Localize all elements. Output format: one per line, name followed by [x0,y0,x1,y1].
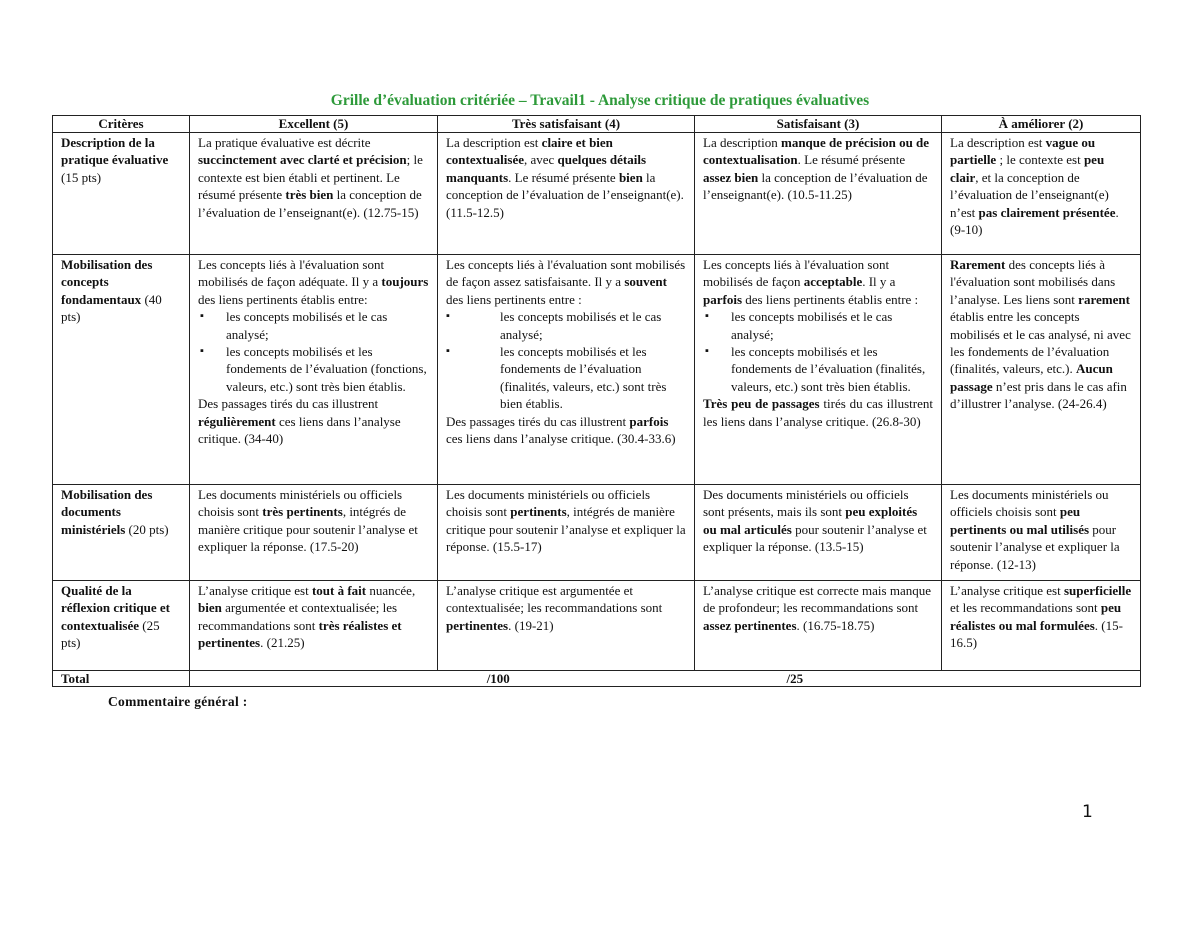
cell-intro [703,256,933,308]
text-run: Les documents ministériels ou officiels choisis sont [198,487,403,520]
bold-text-run: tout à fait [311,583,367,598]
text-run: . (15-16.5) [950,617,1123,651]
cell-tres-satisfaisant [438,581,695,671]
list-item: ▪ les concepts mobilisés et les fondements de l’évaluation (finalités, valeurs, etc.) sont très bien établis. [703,343,933,395]
criterion-label: Description de la pratique évaluative [61,135,169,168]
bold-text-run: Rarement [950,257,1006,272]
criterion-cell [53,485,190,581]
bold-text-run: acceptable [803,274,863,290]
cell-tres-satisfaisant [438,133,695,255]
table-row [53,255,1141,485]
total-row [53,671,1141,687]
bold-text-run: peu exploités ou mal articulés [703,504,918,537]
text-run: Les concepts liés à l'évaluation sont mobilisés de façon adéquate. Il y a [198,257,385,290]
text-run: La description [703,135,781,150]
cell-intro [446,256,686,308]
bullet-list [198,308,429,395]
bold-text-run: Très peu de passages [703,396,820,412]
criterion-label: Mobilisation des concepts fondamentaux [61,257,153,307]
text-run: L’analyse critique est argumentée et contextualisée; les recommandations sont [446,583,663,616]
total-label: Total [53,671,190,687]
bold-text-run: pertinents [510,504,567,520]
cell-satisfaisant [695,133,942,255]
bold-text-run: manque de précision ou de contextualisation [703,135,930,168]
text-run: La pratique évaluative est décrite [198,135,371,150]
cell-satisfaisant [695,581,942,671]
cell-intro [198,256,429,308]
bold-text-run: rarement [1078,291,1130,307]
text-run: . (9-10) [950,204,1119,238]
text-run: L’analyse critique est [950,583,1064,598]
list-item: ▪ les concepts mobilisés et le cas analysé; [703,308,933,343]
bold-text-run: très bien [285,187,334,203]
list-item: ▪ les concepts mobilisés et le cas analysé; [446,308,686,343]
text-run: des concepts liés à l'évaluation sont mobilisés dans l’analyse. Les liens sont [950,257,1116,307]
text-run: , et la conception de l’évaluation de l’enseignant(e) n’est [950,169,1109,220]
table-row [53,485,1141,581]
text-run: pour soutenir l’analyse et expliquer la réponse. (13.5-15) [703,521,927,555]
text-run: ces liens dans l’analyse critique. (30.4-33.6) [446,431,676,447]
criterion-points: (15 pts) [61,169,102,185]
bold-text-run: pas clairement présentée [978,204,1116,220]
criterion-cell [53,133,190,255]
total-score-25: /25 [695,671,1141,687]
bold-text-run: souvent [624,274,667,290]
criterion-label: Qualité de la réflexion critique et contextualisée [61,583,171,633]
text-run: . (16.75-18.75) [796,617,875,633]
bold-text-run: parfois [629,413,669,429]
bold-text-run: parfois [703,291,742,307]
text-run: tirés du cas illustrent les liens dans l’analyse critique. (26.8-30) [703,396,933,429]
bold-text-run: claire et bien contextualisée [446,135,613,168]
evaluation-grid [52,115,1141,687]
cell-excellent [190,133,438,255]
bold-text-run: très pertinents [262,504,343,520]
bold-text-run: peu réalistes ou mal formulées [950,600,1122,633]
text-run: nuancée, [366,583,416,598]
list-item: ▪ les concepts mobilisés et les fondements de l’évaluation (fonctions, valeurs, etc.) sont très bien établis. [198,343,429,395]
header-satisfaisant: Satisfaisant (3) [695,116,942,133]
bold-text-run: peu pertinents ou mal utilisés [950,504,1090,537]
text-run: n’est pris dans le cas afin d’illustrer l’analyse. (24-26.4) [950,378,1127,412]
text-run: . Il y a [862,274,896,290]
text-run: et les recommandations sont [950,600,1101,616]
cell-excellent [190,485,438,581]
cell-a-ameliorer [942,133,1141,255]
text-run: Des passages tirés du cas illustrent [446,413,630,429]
text-run: . (21.25) [260,635,305,651]
text-run: Les concepts liés à l'évaluation sont mobilisés de façon assez satisfaisante. Il y a [446,257,686,290]
list-item: ▪ les concepts mobilisés et les fondements de l’évaluation (finalités, valeurs, etc.) sont très bien établis. [446,343,686,413]
text-run: des liens pertinents entre : [446,291,582,307]
text-run: argumentée et contextualisée; les recommandations sont [198,600,398,633]
cell-excellent [190,255,438,485]
text-run: des liens pertinents établis entre: [198,291,368,307]
criterion-points: (25 pts) [61,617,160,651]
bold-text-run: bien [618,169,643,185]
criterion-label: Mobilisation des documents ministériels [61,487,153,537]
bold-text-run: Aucun passage [950,361,1113,394]
cell-a-ameliorer [942,581,1141,671]
cell-excellent [190,581,438,671]
cell-outro [703,395,933,430]
text-run: Les documents ministériels ou officiels choisis sont [446,487,651,520]
text-run: , intégrés de manière critique pour soutenir l’analyse et expliquer la réponse. (15.5-17) [446,504,686,555]
total-score-100: /100 [190,671,695,687]
text-run: pour soutenir l’analyse et expliquer la réponse. (12-13) [950,521,1120,572]
bold-text-run: peu clair [950,152,1105,185]
table-row [53,581,1141,671]
text-run: , avec [523,152,558,168]
bold-text-run: toujours [381,274,429,290]
criterion-cell [53,255,190,485]
bold-text-run: vague ou partielle [950,135,1096,168]
bold-text-run: régulièrement [198,413,276,429]
cell-satisfaisant [695,485,942,581]
bold-text-run: très réalistes et pertinentes [198,617,402,651]
text-run: . Le résumé présente [508,169,619,185]
header-a-ameliorer: À améliorer (2) [942,116,1141,133]
text-run: la conception de l’évaluation de l’enseignant(e). (10.5-11.25) [703,169,928,203]
bold-text-run: quelques détails manquants [446,152,647,185]
list-item: ▪ les concepts mobilisés et le cas analysé; [198,308,429,343]
header-tres-satisfaisant: Très satisfaisant (4) [438,116,695,133]
text-run: . Le résumé présente [797,152,906,168]
bold-text-run: succinctement avec clarté et précision [198,152,407,168]
header-excellent: Excellent (5) [190,116,438,133]
text-run: ces liens dans l’analyse critique. (34-40) [198,413,401,447]
text-run: La description est [446,135,542,150]
cell-a-ameliorer [942,485,1141,581]
text-run: Les concepts liés à l'évaluation sont mobilisés de façon [703,257,890,290]
header-criteres: Critères [53,116,190,133]
text-run: la conception de l’évaluation de l’enseignant(e). (11.5-12.5) [446,169,684,220]
text-run: , intégrés de manière critique pour soutenir l’analyse et expliquer la réponse. (17.5-20) [198,504,418,555]
text-run: Les documents ministériels ou officiels choisis sont [950,487,1109,520]
text-run: des liens pertinents établis entre : [742,291,919,307]
criterion-cell [53,581,190,671]
table-row [53,133,1141,255]
bold-text-run: superficielle [1063,583,1132,598]
criterion-points: (20 pts) [128,521,169,537]
page-title: Grille d’évaluation critériée – Travail1 - Analyse critique de pratiques évaluatives [330,92,870,109]
text-run: Des passages tirés du cas illustrent [198,396,379,412]
bullet-list [446,308,686,412]
bold-text-run: assez pertinentes [703,617,797,633]
bold-text-run: bien [198,600,222,616]
cell-outro [446,413,686,448]
text-run: La description est [950,135,1046,150]
text-run: L’analyse critique est correcte mais manque de profondeur; les recommandations sont [703,583,932,616]
cell-a-ameliorer [942,255,1141,485]
cell-tres-satisfaisant [438,255,695,485]
bullet-list [703,308,933,395]
text-run: la conception de l’évaluation de l’enseignant(e). (12.75-15) [198,187,422,220]
text-run: . (19-21) [508,617,554,633]
page-number: 1 [1082,802,1093,822]
text-run: ; le contexte est [996,152,1084,168]
cell-tres-satisfaisant [438,485,695,581]
bold-text-run: pertinentes [446,617,509,633]
cell-outro [198,395,429,447]
text-run: L’analyse critique est [198,583,312,598]
criterion-points: (40 pts) [61,291,162,325]
text-run: établis entre les concepts mobilisés et le cas analysé, ni avec les fondements de l’évaluation (finalités, valeurs, etc.). [950,309,1131,377]
general-comment-label: Commentaire général : [108,694,248,709]
bold-text-run: assez bien [703,169,759,185]
header-row [53,116,1141,133]
text-run: ; le contexte est bien établi et pertinent. Le résumé présente [198,152,423,203]
text-run: Des documents ministériels ou officiels sont présents, mais ils sont [703,487,909,520]
cell-satisfaisant [695,255,942,485]
